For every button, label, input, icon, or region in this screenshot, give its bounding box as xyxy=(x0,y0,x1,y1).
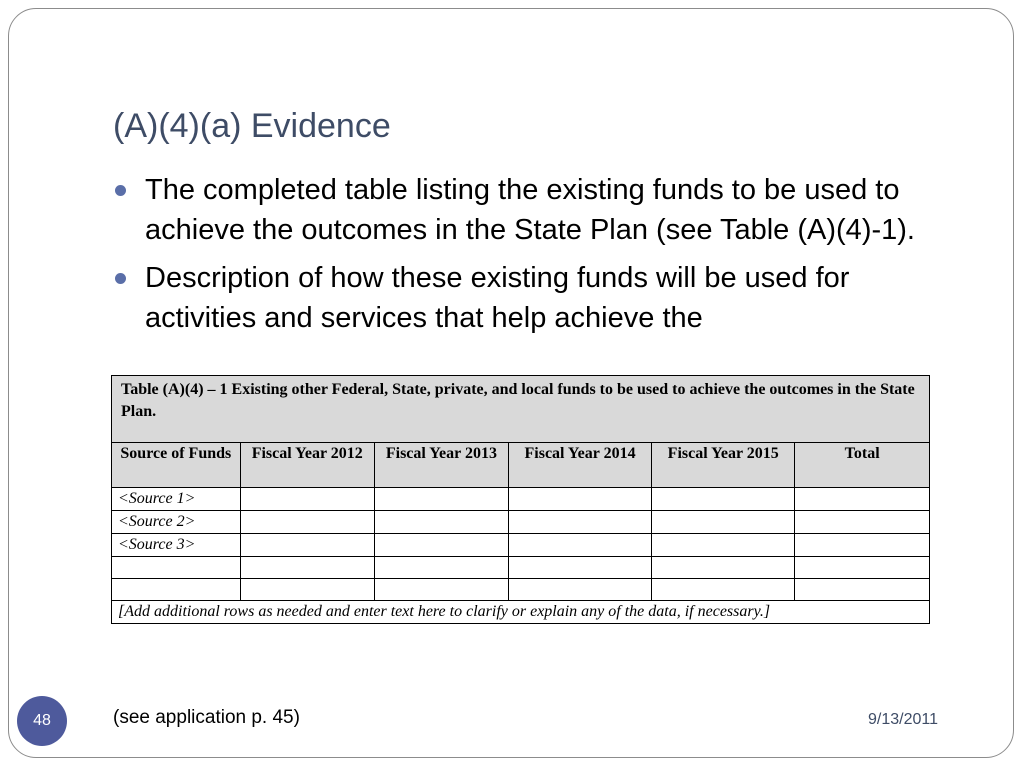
table-row xyxy=(112,511,929,534)
footer-note: (see application p. 45) xyxy=(113,707,300,728)
bullet-text: The completed table listing the existing funds to be used to achieve the outcomes in the State Plan (see Table (A)(4)-1). xyxy=(145,174,915,246)
table-cell xyxy=(795,488,929,511)
table-cell xyxy=(374,511,508,534)
table-caption: Table (A)(4) – 1 Existing other Federal, State, private, and local funds to be used to achieve the outcomes in the State Plan. xyxy=(112,376,929,443)
table-cell xyxy=(795,579,929,601)
table-note-row xyxy=(112,601,929,624)
table-cell xyxy=(240,488,374,511)
table-cell xyxy=(374,488,508,511)
table-cell xyxy=(240,557,374,579)
table-cell xyxy=(508,534,651,557)
table-cell: <Source 2> xyxy=(112,511,240,534)
page-number: 48 xyxy=(33,712,51,729)
table-cell xyxy=(652,557,795,579)
table-cell xyxy=(795,557,929,579)
table-row xyxy=(112,557,929,579)
table-cell xyxy=(508,579,651,601)
header-source: Source of Funds xyxy=(112,443,240,488)
page-number-badge xyxy=(17,696,67,746)
table-cell xyxy=(374,579,508,601)
table-cell xyxy=(374,534,508,557)
table-cell xyxy=(795,534,929,557)
table-cell xyxy=(112,579,240,601)
bullet-item xyxy=(145,258,945,338)
header-fy2013: Fiscal Year 2013 xyxy=(374,443,508,488)
table-cell xyxy=(240,534,374,557)
table-cell xyxy=(112,557,240,579)
table-cell xyxy=(652,579,795,601)
table-row xyxy=(112,488,929,511)
bullet-dot-icon xyxy=(115,273,126,284)
table-cell xyxy=(508,557,651,579)
header-fy2014: Fiscal Year 2014 xyxy=(508,443,651,488)
header-fy2012: Fiscal Year 2012 xyxy=(240,443,374,488)
bullet-list xyxy=(145,170,945,346)
table-cell xyxy=(508,488,651,511)
header-fy2015: Fiscal Year 2015 xyxy=(652,443,795,488)
table-cell xyxy=(240,579,374,601)
header-total: Total xyxy=(795,443,929,488)
bullet-dot-icon xyxy=(115,185,126,196)
funds-table-box xyxy=(111,375,930,624)
table-cell xyxy=(652,511,795,534)
table-note: [Add additional rows as needed and enter text here to clarify or explain any of the data, if necessary.] xyxy=(112,601,929,624)
table-cell xyxy=(508,511,651,534)
table-row xyxy=(112,534,929,557)
table-header-row xyxy=(112,443,929,488)
funds-table xyxy=(112,443,929,623)
bullet-item xyxy=(145,170,945,250)
bullet-text: Description of how these existing funds will be used for activities and services that help achieve the xyxy=(145,262,850,334)
table-cell xyxy=(374,557,508,579)
table-cell xyxy=(240,511,374,534)
table-cell xyxy=(795,511,929,534)
footer-date: 9/13/2011 xyxy=(868,711,938,728)
table-row xyxy=(112,579,929,601)
table-cell xyxy=(652,488,795,511)
slide-title: (A)(4)(a) Evidence xyxy=(113,107,391,145)
table-cell: <Source 1> xyxy=(112,488,240,511)
table-cell: <Source 3> xyxy=(112,534,240,557)
table-cell xyxy=(652,534,795,557)
